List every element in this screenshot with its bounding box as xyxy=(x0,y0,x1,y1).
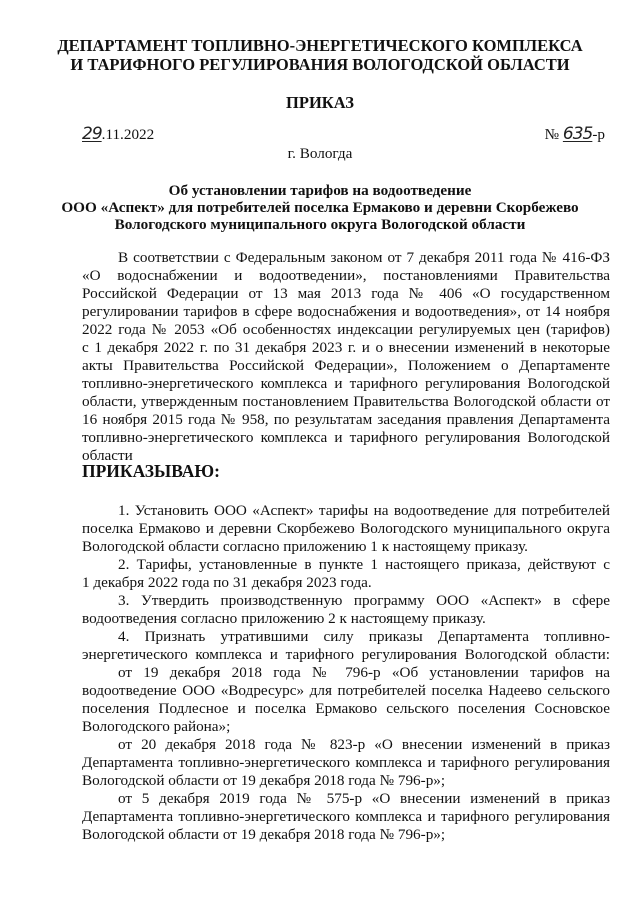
item-line: Департамента топливно-энергетического комплекса и тарифного регулирования xyxy=(82,808,610,825)
item-line: 3. Утвердить производственную программу ООО «Аспект» в сфере xyxy=(118,592,610,609)
order-word: ПРИКАЗЫВАЮ: xyxy=(82,461,220,481)
document-date xyxy=(82,125,154,144)
number-prefix: № xyxy=(544,126,563,143)
item-line: 2. Тарифы, установленные в пункте 1 настоящего приказа, действуют с xyxy=(118,556,610,573)
preamble-line: топливно-энергетического комплекса и тарифного регулирования Вологодской xyxy=(82,429,610,446)
document-title-line-1: Об установлении тарифов на водоотведение xyxy=(168,182,472,199)
document-title-line-2: ООО «Аспект» для потребителей поселка Ермаково и деревни Скорбежево xyxy=(61,199,579,216)
preamble-line: 16 ноября 2015 года № 958, по результатам заседания правления Департамента xyxy=(82,411,610,428)
number-handwritten: 635 xyxy=(562,124,593,144)
item-line: 4. Признать утратившими силу приказы Департамента топливно- xyxy=(118,628,610,645)
document-number xyxy=(545,125,605,144)
preamble-line: топливно-энергетического комплекса и тарифного регулирования Вологодской xyxy=(82,375,610,392)
date-day-handwritten: 29 xyxy=(82,124,102,144)
item-line: Вологодской области от 19 декабря 2018 года № 796-р»; xyxy=(82,772,446,789)
number-suffix: -р xyxy=(592,126,605,143)
item-line: Вологодской области от 19 декабря 2018 года № 796-р»; xyxy=(82,826,446,843)
item-line: от 20 декабря 2018 года № 823-р «О внесении изменений в приказ xyxy=(118,736,610,753)
department-name-line-2: И ТАРИФНОГО РЕГУЛИРОВАНИЯ ВОЛОГОДСКОЙ ОБЛАСТИ xyxy=(70,55,570,74)
department-name-line-1: ДЕПАРТАМЕНТ ТОПЛИВНО-ЭНЕРГЕТИЧЕСКОГО КОМПЛЕКСА xyxy=(57,36,583,55)
item-line: поселка Ермаково и деревни Скорбежево Вологодского муниципального округа xyxy=(82,520,610,537)
item-line: от 5 декабря 2019 года № 575-р «О внесении изменений в приказ xyxy=(118,790,610,807)
preamble-line: регулировании тарифов в сфере водоснабжения и водоотведения», от 14 ноября xyxy=(82,303,610,320)
item-line: Вологодского района»; xyxy=(82,718,231,735)
preamble-line: В соответствии с Федеральным законом от 7 декабря 2011 года № 416-ФЗ xyxy=(118,249,610,266)
item-line: Вологодской области согласно приложению 1 к настоящему приказу. xyxy=(82,538,528,555)
document-type: ПРИКАЗ xyxy=(286,93,354,112)
preamble-line: области, утвержденным постановлением Правительства Вологодской области от xyxy=(82,393,610,410)
preamble-line: области xyxy=(82,447,133,464)
item-line: 1. Установить ООО «Аспект» тарифы на водоотведение для потребителей xyxy=(118,502,610,519)
item-line: Департамента топливно-энергетического комплекса и тарифного регулирования xyxy=(82,754,610,771)
preamble-line: Российской Федерации от 13 мая 2013 года № 406 «О государственном xyxy=(82,285,610,302)
preamble-line: с 1 декабря 2022 г. по 31 декабря 2023 г. и о внесении изменений в некоторые xyxy=(82,339,610,356)
preamble-line: акты Правительства Российской Федерации», Положением о Департаменте xyxy=(82,357,610,374)
date-month-year: .11.2022 xyxy=(101,126,155,143)
item-line: водоотведение ООО «Водресурс» для потребителей поселка Надеево сельского xyxy=(82,682,610,699)
document-title-line-3: Вологодского муниципального округа Вологодской области xyxy=(114,216,526,233)
item-line: от 19 декабря 2018 года № 796-р «Об установлении тарифов на xyxy=(118,664,610,681)
preamble-line: 2022 года № 2053 «Об особенностях индексации регулируемых цен (тарифов) xyxy=(82,321,610,338)
item-line: 1 декабря 2022 года по 31 декабря 2023 года. xyxy=(82,574,372,591)
preamble-line: «О водоснабжении и водоотведении», постановлениями Правительства xyxy=(82,267,610,284)
document-city: г. Вологда xyxy=(287,145,353,162)
item-line: поселения Подлесное и поселка Ермаково сельского поселения Сосновское xyxy=(82,700,610,717)
item-line: водоотведения согласно приложению 2 к настоящему приказу. xyxy=(82,610,486,627)
item-line: энергетического комплекса и тарифного регулирования Вологодской области: xyxy=(82,646,610,663)
